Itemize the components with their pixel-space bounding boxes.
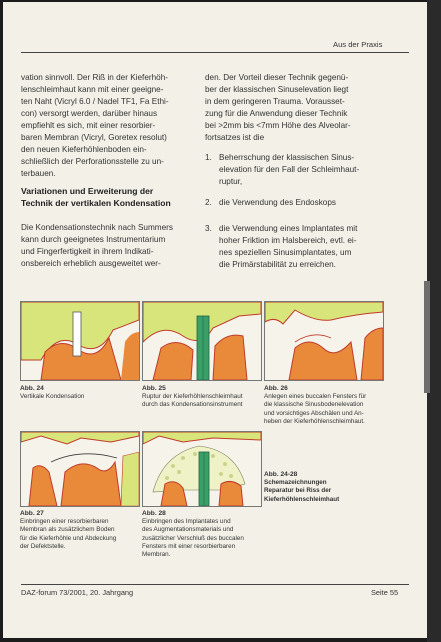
section-heading: Variationen und Erweiterung der Technik der vertikalen Kondensation xyxy=(21,186,171,208)
figure-27-caption: Abb. 27 Einbringen einer resorbierbaren Membran als zusätzlichem Boden für die Kieferhöhle und Abdeckung der Defektstelle. xyxy=(20,510,117,550)
right-paragraph-1: den. Der Vorteil dieser Technik gegenü- ber der klassischen Sinuselevation liegt in dem geringeren Trauma. Vorausset- zung für die Anwendung dieser Technik bei >2mm bis <7mm Höhe des Alveolar- fortsatzes ist die xyxy=(205,73,351,142)
footer-journal: DAZ-forum 73/2001, 20. Jahrgang xyxy=(21,588,134,597)
header-section: Aus der Praxis xyxy=(333,40,383,49)
header-rule xyxy=(21,52,409,53)
figure-25-drawing xyxy=(142,301,262,381)
figure-25-caption: Abb. 25 Ruptur der Kieferhöhlenschleimhaut durch das Kondensationsinstrument xyxy=(142,385,243,409)
figure-26-drawing xyxy=(264,301,384,381)
summary-caption: Abb. 24-28 Schemazeichnungen Reparatur bei Riss der Kieferhöhlenschleimhaut xyxy=(264,471,340,503)
figure-24-drawing xyxy=(20,301,140,381)
figure-27-drawing xyxy=(20,431,140,507)
figure-28-drawing xyxy=(142,431,262,507)
left-paragraph-2: Die Kondensationstechnik nach Summers kann durch geeignetes Instrumentarium und Fingerfertigkeit in ihrem Indikati- onsbereich erheblich ausgeweitet wer- xyxy=(21,223,174,268)
page-edge-tab xyxy=(424,281,430,393)
footer-rule xyxy=(21,584,409,585)
left-paragraph-1: vation sinnvoll. Der Riß in der Kieferhöh- lenschleimhaut kann mit einer geeigne- ten Naht (Vicryl 6.0 / Nadel TF1, Fa Ethi- con) versorgt werden, darüber hinaus empfiehlt es sich, mit einer resorbier- baren Membran (Vicryl, Goretex resolut) den neuen Kieferhöhlenboden ein- schließlich der Perforationsstelle zu un- terbauen. xyxy=(21,73,169,178)
figure-26-caption: Abb. 26 Anlegen eines buccalen Fensters für die klassische Sinusbodenelevation und vorsichtiges Abschälen und An- heben der Kieferhöhlenschleimhaut. xyxy=(264,385,367,425)
figure-28-caption: Abb. 28 Einbringen des Implantates und des Augmentationsmaterials und zusätzlicher Verschluß des buccalen Fensters mit einer resorbierbaren Membran. xyxy=(142,510,244,559)
footer-page-number: Seite 55 xyxy=(371,588,399,597)
figure-24-caption: Abb. 24 Vertikale Kondensation xyxy=(20,385,85,401)
journal-page: Aus der Praxis vation sinnvoll. Der Riß in der Kieferhöh- lenschleimhaut kann mit einer geeigne- ten Naht (Vicryl 6.0 / Nadel TF1, Fa Ethi- con) versorgt werden, darüber hinaus empfiehlt es sich, mit einer resorbier- baren Membran (Vicryl, Goretex resolut) den neuen Kieferhöhlenboden ein- schließlich der Perforationsstelle zu un- terbauen. Variationen und Erweiterung der Technik der vertikalen Kondensation Die Kondensationstechnik nach Summers kann durch geeignetes Instrumentarium und Fingerfertigkeit in ihrem Indikati- onsbereich erheblich ausgeweitet wer- den. Der Vorteil dieser Technik gegenü- ber der klassischen Sinuselevation liegt in dem geringeren Trauma. Vorausset- zung für die Anwendung dieser Technik bei >2mm bis <7mm Höhe des Alveolar- fortsatzes ist die 1. Beherrschung der klassischen Sinus- elevation für den Fall der Schleimhaut- ruptur, 2. die Verwendung des Endoskops 3. die Verwendung eines Implantates mit hoher Friktion im Halsbereich, evtl. ei- nes speziellen Sinusimplantates, um die Primärstabilität zu erreichen. Abb. 24 Vertikale Kondensation Abb. 25 Ruptur der Kieferhöhlenschleimhaut durch das Kondensationsinstrument Abb. 26 Anlegen eines buccalen Fensters für die klassische Sinusbodenelevation und vorsichtiges Abschälen und An- heben der Kieferhöhlenschleimhaut. Abb. 27 Einbringen einer resorbierbaren Membran als zusätzlichem Boden für die Kieferhöhle und Abdeckung der Defektstelle. Abb. 28 Einbringen des Implantates und des Augmentationsmaterials und zusätzlicher Verschluß des buccalen Fensters mit einer resorbierbaren Membran. Abb. 24-28 Schemazeichnungen Reparatur bei Riss der Kieferhöhlenschleimhaut DAZ-forum 73/2001, 20. Jahrgang Seite 55 xyxy=(3,2,427,638)
